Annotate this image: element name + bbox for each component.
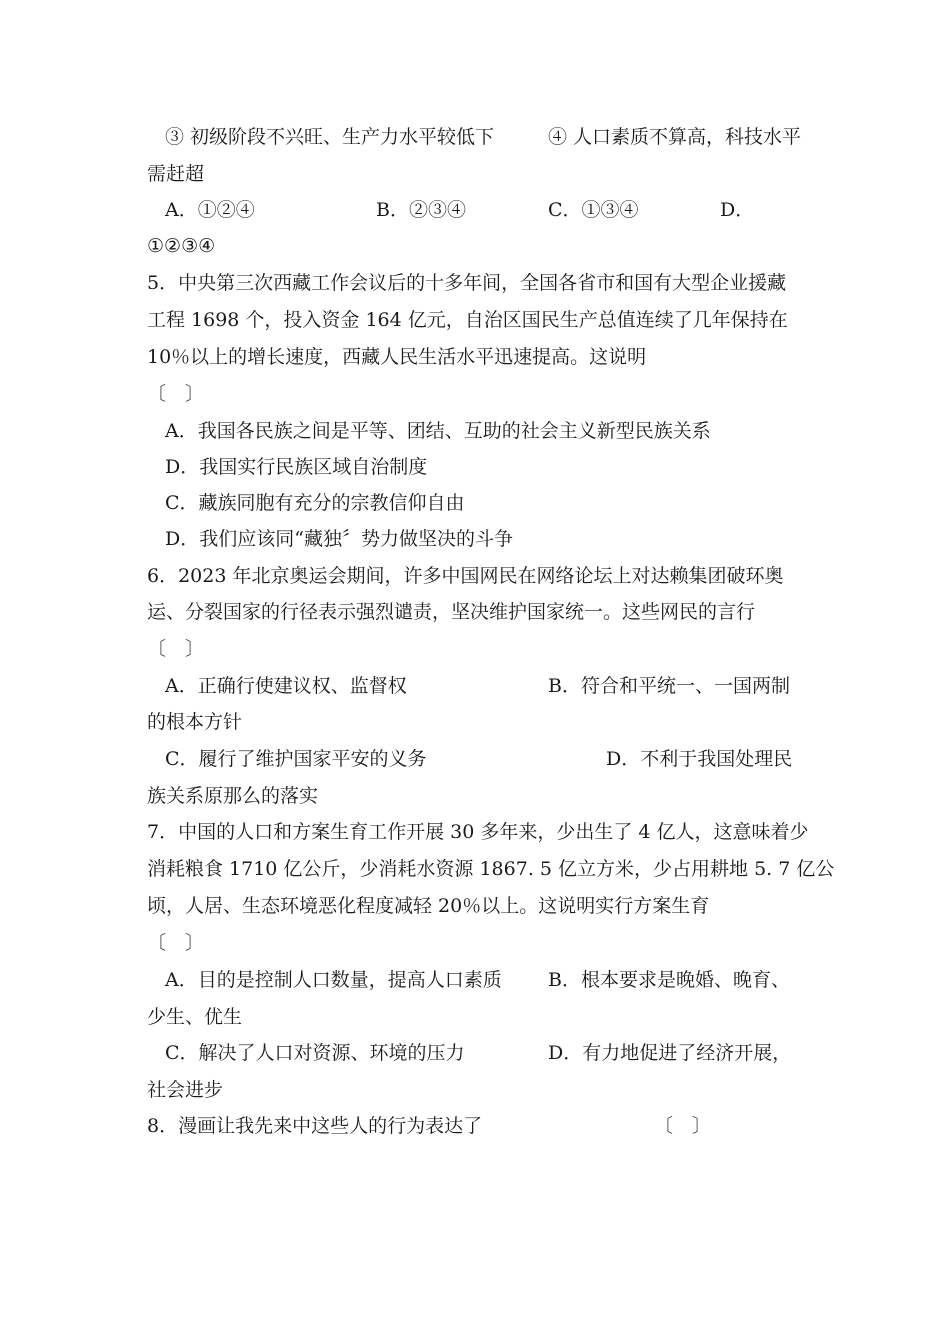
q7-stem-line1: 7．中国的人口和方案生育工作开展 30 多年来，少出生了 4 亿人，这意味着少 <box>147 821 809 843</box>
q6-stem-line1: 6．2023 年北京奥运会期间，许多中国网民在网络论坛上对达赖集团破环奥 <box>147 565 784 587</box>
q8-stem: 8．漫画让我先来中这些人的行为表达了 <box>147 1115 483 1137</box>
q4-option-a: A．①②④ <box>165 199 255 221</box>
q5-option-2: D．我国实行民族区域自治制度 <box>165 456 428 478</box>
q7-option-b: B．根本要求是晚婚、晚育、 <box>548 969 790 991</box>
q5-stem-line2: 工程 1698 个，投入资金 164 亿元，自治区国民生产总值连续了几年保持在 <box>147 309 788 331</box>
q6-answer-paren: 〔 〕 <box>147 638 205 660</box>
q4-option-d-cont: ①②③④ <box>147 235 216 257</box>
q6-option-d: D．不利于我国处理民 <box>606 748 793 770</box>
q4-item4-cont: 需赶超 <box>147 163 205 185</box>
q7-option-d: D．有力地促进了经济开展， <box>548 1042 792 1064</box>
q6-option-d-cont: 族关系原那么的落实 <box>147 785 319 807</box>
q5-option-1: A．我国各民族之间是平等、团结、互助的社会主义新型民族关系 <box>165 420 711 442</box>
q6-option-a: A．正确行使建议权、监督权 <box>165 675 407 697</box>
q7-answer-paren: 〔 〕 <box>147 932 205 954</box>
q7-option-d-cont: 社会进步 <box>147 1079 224 1101</box>
q4-option-d: D． <box>720 199 755 221</box>
q4-item4: ④ 人口素质不算高，科技水平 <box>548 126 802 148</box>
q5-option-3: C．藏族同胞有充分的宗教信仰自由 <box>165 492 465 514</box>
q6-option-b-cont: 的根本方针 <box>147 711 243 733</box>
q8-answer-paren: 〔 〕 <box>654 1115 712 1137</box>
q4-option-c: C．①③④ <box>548 199 639 221</box>
q5-option-4: D．我们应该同“藏独〞势力做坚决的斗争 <box>165 528 513 550</box>
q7-stem-line2: 消耗粮食 1710 亿公斤，少消耗水资源 1867. 5 亿立方米，少占用耕地 5. 7 亿公 <box>147 858 835 880</box>
q5-answer-paren: 〔 〕 <box>147 383 205 405</box>
q7-option-b-cont: 少生、优生 <box>147 1006 243 1028</box>
q6-option-c: C．履行了维护国家平安的义务 <box>165 748 427 770</box>
q7-stem-line3: 顷，人居、生态环境恶化程度减轻 20％以上。这说明实行方案生育 <box>147 895 710 917</box>
q5-stem-line1: 5．中央第三次西藏工作会议后的十多年间，全国各省市和国有大型企业援藏 <box>147 272 787 294</box>
q6-option-b: B．符合和平统一、一国两制 <box>548 675 790 697</box>
q4-item3: ③ 初级阶段不兴旺、生产力水平较低下 <box>165 126 495 148</box>
q7-option-c: C．解决了人口对资源、环境的压力 <box>165 1042 465 1064</box>
q7-option-a: A．目的是控制人口数量，提高人口素质 <box>165 969 502 991</box>
q5-stem-line3: 10％以上的增长速度，西藏人民生活水平迅速提高。这说明 <box>147 346 647 368</box>
q6-stem-line2: 运、分裂国家的行径表示强烈谴责，坚决维护国家统一。这些网民的言行 <box>147 601 756 623</box>
q4-option-b: B．②③④ <box>376 199 466 221</box>
